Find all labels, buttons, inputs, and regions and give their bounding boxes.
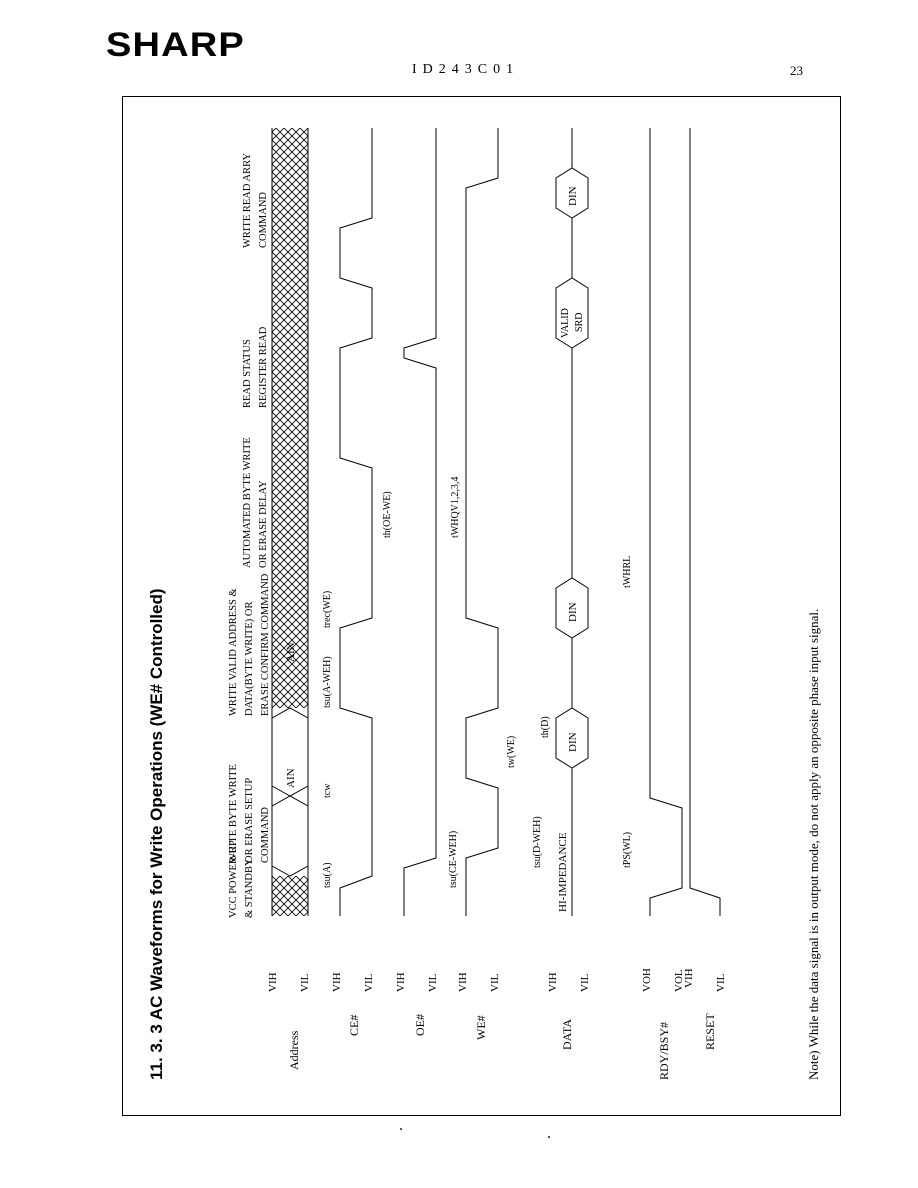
level-oe-vih: VIH — [395, 972, 407, 992]
phase-5-line1: READ STATUS — [242, 339, 253, 408]
t-twhqv: tWHQV1,2,3,4 — [450, 476, 461, 538]
page-mark — [548, 1136, 550, 1138]
phase-3-line1: WRITE VALID ADDRESS & — [228, 588, 239, 716]
level-data-vil: VIL — [579, 973, 591, 992]
signal-reset: RESET — [703, 1013, 717, 1050]
phase-3-line3: ERASE CONFIRM COMMAND — [260, 573, 271, 716]
level-we-vil: VIL — [489, 973, 501, 992]
page-number: 23 — [790, 63, 803, 78]
phase-2-line2: OR ERASE SETUP — [244, 777, 255, 863]
data-valid: VALID — [560, 308, 571, 338]
phase-2-line3: COMMAND — [260, 806, 271, 863]
phase-5-line2: REGISTER READ — [258, 326, 269, 408]
level-addr-vih: VIH — [267, 972, 279, 992]
document-id: ID243C01 — [412, 62, 520, 77]
signal-oe: OE# — [413, 1014, 427, 1036]
level-we-vih: VIH — [457, 972, 469, 992]
sharp-logo: SHARP — [106, 26, 245, 64]
phase-6-line2: COMMAND — [258, 191, 269, 248]
rdybsy-waveform — [650, 128, 682, 916]
signal-rdybsy: RDY/BSY# — [657, 1021, 671, 1080]
signal-we: WE# — [474, 1015, 488, 1040]
level-ce-vil: VIL — [363, 973, 375, 992]
t-tsu-d-weh: tsu(D-WEH) — [532, 816, 543, 868]
level-data-vih: VIH — [547, 972, 559, 992]
level-reset-vil: VIL — [715, 973, 727, 992]
t-trec-we: trec(WE) — [322, 590, 333, 628]
phase-4-line1: AUTOMATED BYTE WRITE — [242, 437, 253, 568]
t-th-d: th(D) — [540, 716, 551, 738]
phase-4-line2: OR ERASE DELAY — [258, 480, 269, 568]
t-tps-wl: tPS(WL) — [622, 831, 633, 868]
t-tsu-ce-weh: tsu(CE-WEH) — [448, 830, 459, 888]
page-mark — [400, 1128, 402, 1130]
ce-waveform — [340, 128, 372, 916]
address-ain-1: AIN — [285, 768, 297, 788]
phase-1-line1: VCC POWER-UP — [228, 840, 239, 918]
level-rdy-vol: VOL — [673, 969, 685, 992]
t-tw-we: tw(WE) — [506, 735, 517, 768]
t-tsu-a: tsu(A) — [322, 862, 333, 888]
phase-1-line2: & STANDBY — [244, 858, 255, 918]
timing-labels — [322, 477, 633, 888]
figure-title: 11. 3. 3 AC Waveforms for Write Operations (WE# Controlled) — [147, 588, 166, 1080]
data-waveform — [556, 128, 588, 916]
level-oe-vil: VIL — [427, 973, 439, 992]
data-din-1: DIN — [567, 732, 579, 752]
address-ain-2: AIN — [285, 642, 297, 662]
footnote: Note) While the data signal is in output mode, do not apply an opposite phase input signal. — [806, 608, 821, 1080]
level-reset-vih: VIH — [683, 968, 695, 988]
data-din-3: DIN — [567, 186, 579, 206]
level-addr-vil: VIL — [299, 973, 311, 992]
signal-data: DATA — [560, 1018, 574, 1050]
phase-3-line2: DATA(BYTE WRITE) OR — [244, 601, 255, 716]
t-tsu-a-weh: tsu(A-WEH) — [322, 656, 333, 708]
t-twhrl: tWHRL — [622, 555, 633, 588]
data-srd: SRD — [574, 312, 585, 332]
level-rdy-voh: VOH — [641, 968, 653, 992]
signal-address: Address — [287, 1030, 301, 1070]
level-ce-vih: VIH — [331, 972, 343, 992]
t-th-oe-we: th(OE-WE) — [382, 491, 393, 538]
signal-ce: CE# — [347, 1014, 361, 1036]
data-din-2: DIN — [567, 602, 579, 622]
phase-2-line1: WRITE BYTE WRITE — [228, 764, 239, 863]
oe-waveform — [404, 128, 436, 916]
we-waveform — [466, 128, 498, 916]
t-tcw: tcw — [322, 783, 333, 798]
data-hi-impedance: HI-IMPEDANCE — [557, 832, 569, 912]
phase-6-line1: WRITE READ ARRY — [242, 152, 253, 248]
address-waveform — [272, 128, 308, 916]
reset-waveform — [690, 128, 720, 916]
